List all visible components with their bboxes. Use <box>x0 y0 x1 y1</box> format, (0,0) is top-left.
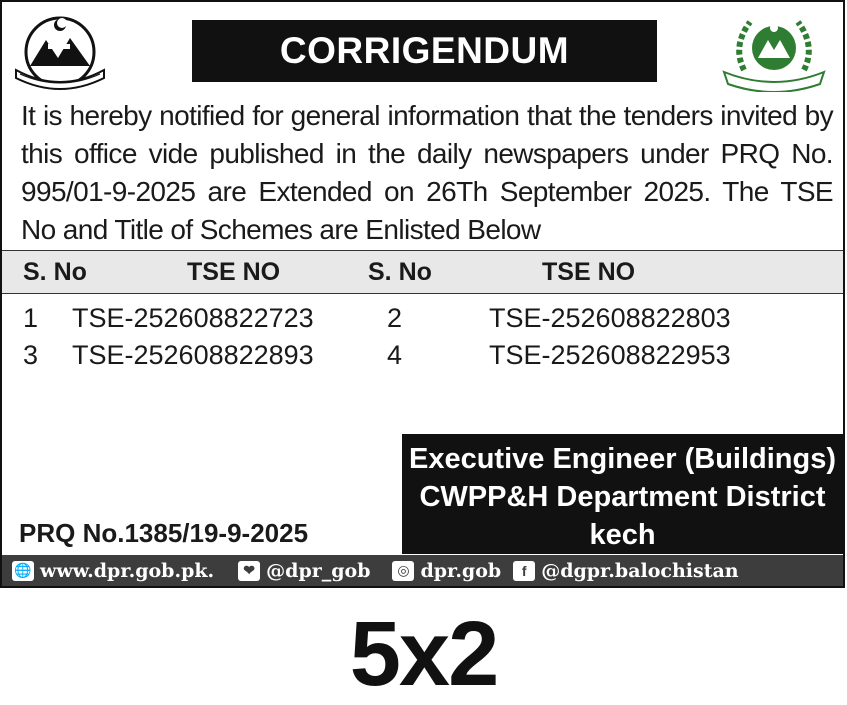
tse-number: TSE-252608822953 <box>489 340 731 370</box>
header-sno-1: S. No <box>23 258 87 286</box>
website-link[interactable] <box>12 560 214 582</box>
facebook-handle: @dgpr.balochistan <box>541 559 739 582</box>
globe-icon: 🌐 <box>12 561 34 581</box>
instagram-handle: dpr.gob <box>420 559 502 582</box>
website-text: www.dpr.gob.pk. <box>40 559 215 582</box>
instagram-link[interactable] <box>392 560 501 582</box>
signatory-district: kech <box>589 519 656 551</box>
balochistan-government-emblem <box>12 10 108 92</box>
twitter-link[interactable] <box>238 560 370 582</box>
dgpr-department-seal <box>714 10 834 92</box>
prq-number: PRQ No.1385/19-9-2025 <box>19 518 309 548</box>
signatory-title: Executive Engineer (Buildings) <box>408 443 837 475</box>
serial-number: 2 <box>387 303 403 333</box>
twitter-icon: ❤ <box>238 561 260 581</box>
page-title <box>192 20 657 82</box>
facebook-icon: f <box>513 561 535 581</box>
twitter-handle: @dpr_gob <box>266 559 371 582</box>
instagram-icon: ◎ <box>392 561 414 581</box>
header-sno-2: S. No <box>368 258 432 286</box>
signatory-department: CWPP&H Department District <box>419 481 826 513</box>
tse-number: TSE-252608822893 <box>72 340 314 370</box>
serial-number: 4 <box>387 340 403 370</box>
header-tse-1: TSE NO <box>187 258 281 286</box>
tse-number: TSE-252608822803 <box>489 303 731 333</box>
signatory-block <box>402 434 843 554</box>
notice-body: It is hereby notified for general information that the tenders invited by this office vide published in the daily newspapers under PRQ No. 995/01-9-2025 are Extended on 26Th September 2025. The TSE No and Title of Schemes are Enlisted Below <box>21 100 833 245</box>
tse-number: TSE-252608822723 <box>72 303 314 333</box>
serial-number: 1 <box>23 303 39 333</box>
table-row <box>2 337 843 373</box>
table-header <box>2 250 843 294</box>
facebook-link[interactable] <box>513 560 738 582</box>
title-text: CORRIGENDUM <box>279 30 570 71</box>
serial-number: 3 <box>23 340 39 370</box>
ad-size-label: 5x2 <box>349 603 498 705</box>
table-row <box>2 300 843 336</box>
header-tse-2: TSE NO <box>542 258 636 286</box>
footer-bar <box>2 555 843 586</box>
